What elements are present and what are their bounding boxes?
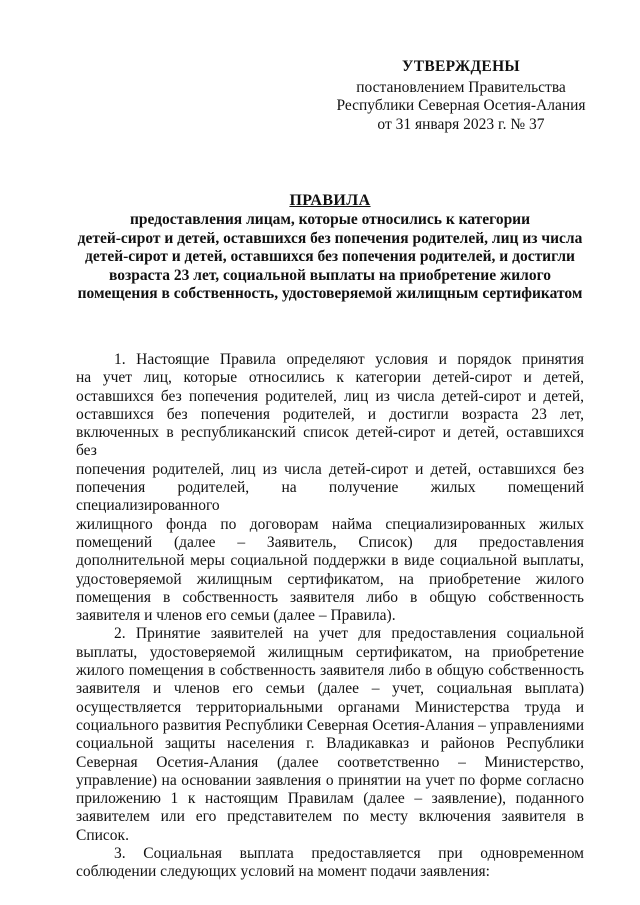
paragraph-line: социального развития Республики Северная Осетия-Алания – управлениями [76,716,584,734]
paragraph-line: 2. Принятие заявителей на учет для предоставления социальной [114,625,584,643]
paragraph-line: заявителя и членов его семьи (далее – учет, социальная выплата) [76,680,584,698]
paragraph-line: попечения родителей, на получение жилых помещений специализированного [76,479,584,515]
approval-line-2: Республики Северная Осетия-Алания [336,97,586,114]
paragraph-line: жилого помещения в собственность заявителя либо в общую собственность [76,662,584,680]
paragraph-line: попечения родителей, лиц из числа детей-сирот и детей, оставшихся без [76,460,584,478]
paragraph-line: соблюдении следующих условий на момент подачи заявления: [76,863,490,881]
title-subtitle-line: детей-сирот и детей, оставшихся без попечения родителей, лиц из числа [77,229,583,247]
title-subtitle-line: детей-сирот и детей, оставшихся без попечения родителей, и достигли [84,248,575,266]
paragraph-line: оставшихся без попечения родителей, и достигли возраста 23 лет, [76,405,584,423]
paragraph-1 [76,351,584,625]
paragraph-line: управление) на основании заявления о принятии на учет по форме согласно [76,771,584,789]
paragraph-line: выплаты, удостоверяемой жилищным сертификатом, на приобретение [76,643,584,661]
document-title: ПРАВИЛА [289,192,371,209]
paragraph-line: осуществляется территориальными органами Министерства труда и [76,698,584,716]
paragraph-line: помещения в собственность заявителя либо в общую собственность [76,588,584,606]
paragraph-line: заявителя и членов его семьи (далее – Правила). [76,607,396,625]
paragraph-3 [76,845,584,882]
paragraph-line: удостоверяемой жилищным сертификатом, на приобретение жилого [76,570,584,588]
paragraph-line: социальной защиты населения г. Владикавказ и районов Республики [76,735,584,753]
paragraph-line: 1. Настоящие Правила определяют условия и порядок принятия [114,351,584,368]
approval-stamp [330,58,592,134]
approval-line-1: постановлением Правительства [356,78,566,96]
title-subtitle-line: помещения в собственность, удостоверяемой жилищным сертификатом [77,285,583,303]
document-title-block [60,191,600,304]
approval-heading: УТВЕРЖДЕНЫ [402,58,520,75]
paragraph-line: помещений (далее – Заявитель, Список) для предоставления [76,533,584,551]
paragraph-line: на учет лиц, которые относились к категории детей-сирот и детей, [76,369,584,387]
paragraph-line: включенных в республиканский список детей-сирот и детей, оставшихся без [76,424,584,460]
approval-line-3: от 31 января 2023 г. № 37 [377,115,545,133]
paragraph-line: приложению 1 к настоящим Правилам (далее – заявление), поданного [76,790,584,808]
paragraph-line: оставшихся без попечения родителей, лиц из числа детей-сирот и детей, [76,387,584,405]
document-body [76,351,584,882]
paragraph-line: жилищного фонда по договорам найма специализированных жилых [76,515,584,533]
paragraph-2 [76,625,584,845]
title-subtitle-line: предоставления лицам, которые относились к категории [129,211,531,228]
paragraph-line: Северная Осетия-Алания (далее соответственно – Министерство, [76,753,584,771]
title-subtitle-line: возраста 23 лет, социальной выплаты на приобретение жилого [108,266,552,284]
paragraph-line: дополнительной меры социальной поддержки в виде социальной выплаты, [76,552,584,570]
paragraph-line: заявителем или его представителем по месту включения заявителя в Список. [76,808,584,844]
paragraph-line: 3. Социальная выплата предоставляется при одновременном [114,845,584,863]
